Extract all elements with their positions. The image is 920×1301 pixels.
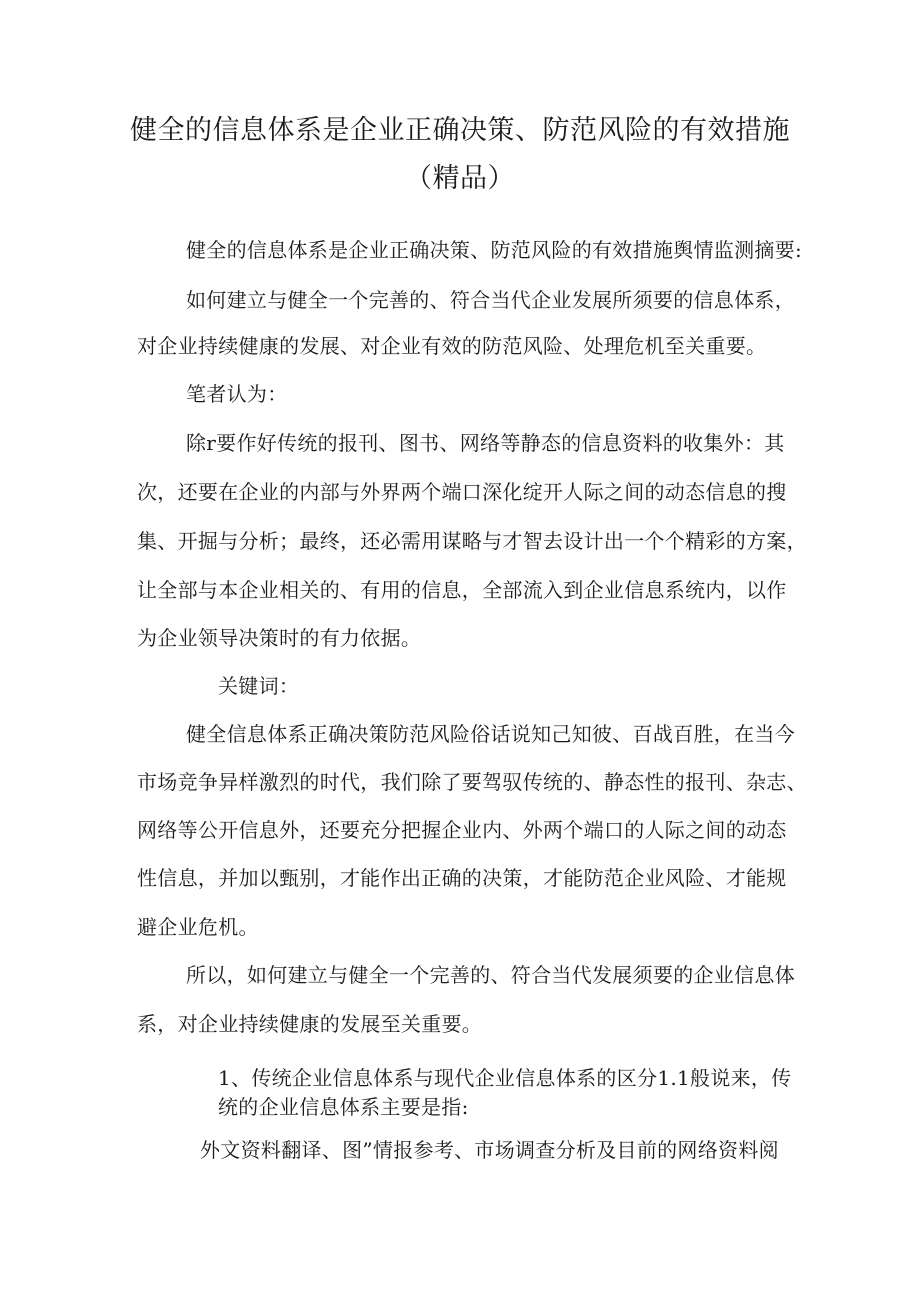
keywords-paragraph-line-4: 性信息，并加以甄别，才能作出正确的决策，才能防范企业风险、才能规: [137, 866, 787, 890]
keywords-paragraph-line-2: 市场竞争异样激烈的时代，我们除了要驾驭传统的、静态性的报刊、杂志、: [137, 770, 807, 794]
document-title-line-1: 健全的信息体系是企业正确决策、防范风险的有效措施: [130, 115, 790, 146]
author-opinion-label: 笔者认为：: [186, 382, 288, 406]
section-body-line-1: 外文资料翻译、图”情报参考、市场调查分析及目前的网络资料阅: [200, 1138, 779, 1162]
summary-paragraph: 健全的信息体系是企业正确决策、防范风险的有效措施舆情监测摘要:: [186, 238, 803, 262]
keywords-paragraph-line-1: 健全信息体系正确决策防范风险俗话说知己知彼、百战百胜，在当今: [186, 722, 795, 746]
method-paragraph-line-2: 次，还要在企业的内部与外界两个端口深化绽开人际之间的动态信息的搜: [137, 480, 787, 504]
document-title-line-2: （精品）: [405, 163, 515, 194]
method-paragraph-line-5: 为企业领导决策时的有力依据。: [137, 626, 422, 650]
section-heading-line-1: 1、传统企业信息体系与现代企业信息体系的区分1.1般说来，传: [218, 1066, 792, 1090]
method-paragraph-line-3: 集、开掘与分析；最终，还必需用谋略与才智去设计出一个个精彩的方案，: [137, 529, 807, 553]
keywords-paragraph-line-3: 网络等公开信息外，还要充分把握企业内、外两个端口的人际之间的动态: [137, 818, 787, 842]
intro-paragraph-line-2: 对企业持续健康的发展、对企业有效的防范风险、处理危机至关重要。: [137, 334, 767, 358]
method-paragraph-line-1: 除r要作好传统的报刊、图书、网络等静态的信息资料的收集外：其: [186, 431, 785, 455]
conclusion-paragraph-line-2: 系，对企业持续健康的发展至关重要。: [137, 1012, 483, 1036]
keywords-label: 关键词：: [218, 674, 300, 698]
section-heading-line-2: 统的企业信息体系主要是指:: [218, 1095, 469, 1119]
keywords-paragraph-line-5: 避企业危机。: [137, 915, 259, 939]
conclusion-paragraph-line-1: 所以，如何建立与健全一个完善的、符合当代发展须要的企业信息体: [186, 963, 795, 987]
intro-paragraph-line-1: 如何建立与健全一个完善的、符合当代企业发展所须要的信息体系，: [186, 288, 795, 312]
method-paragraph-line-4: 让全部与本企业相关的、有用的信息，全部流入到企业信息系统内，以作: [137, 578, 787, 602]
